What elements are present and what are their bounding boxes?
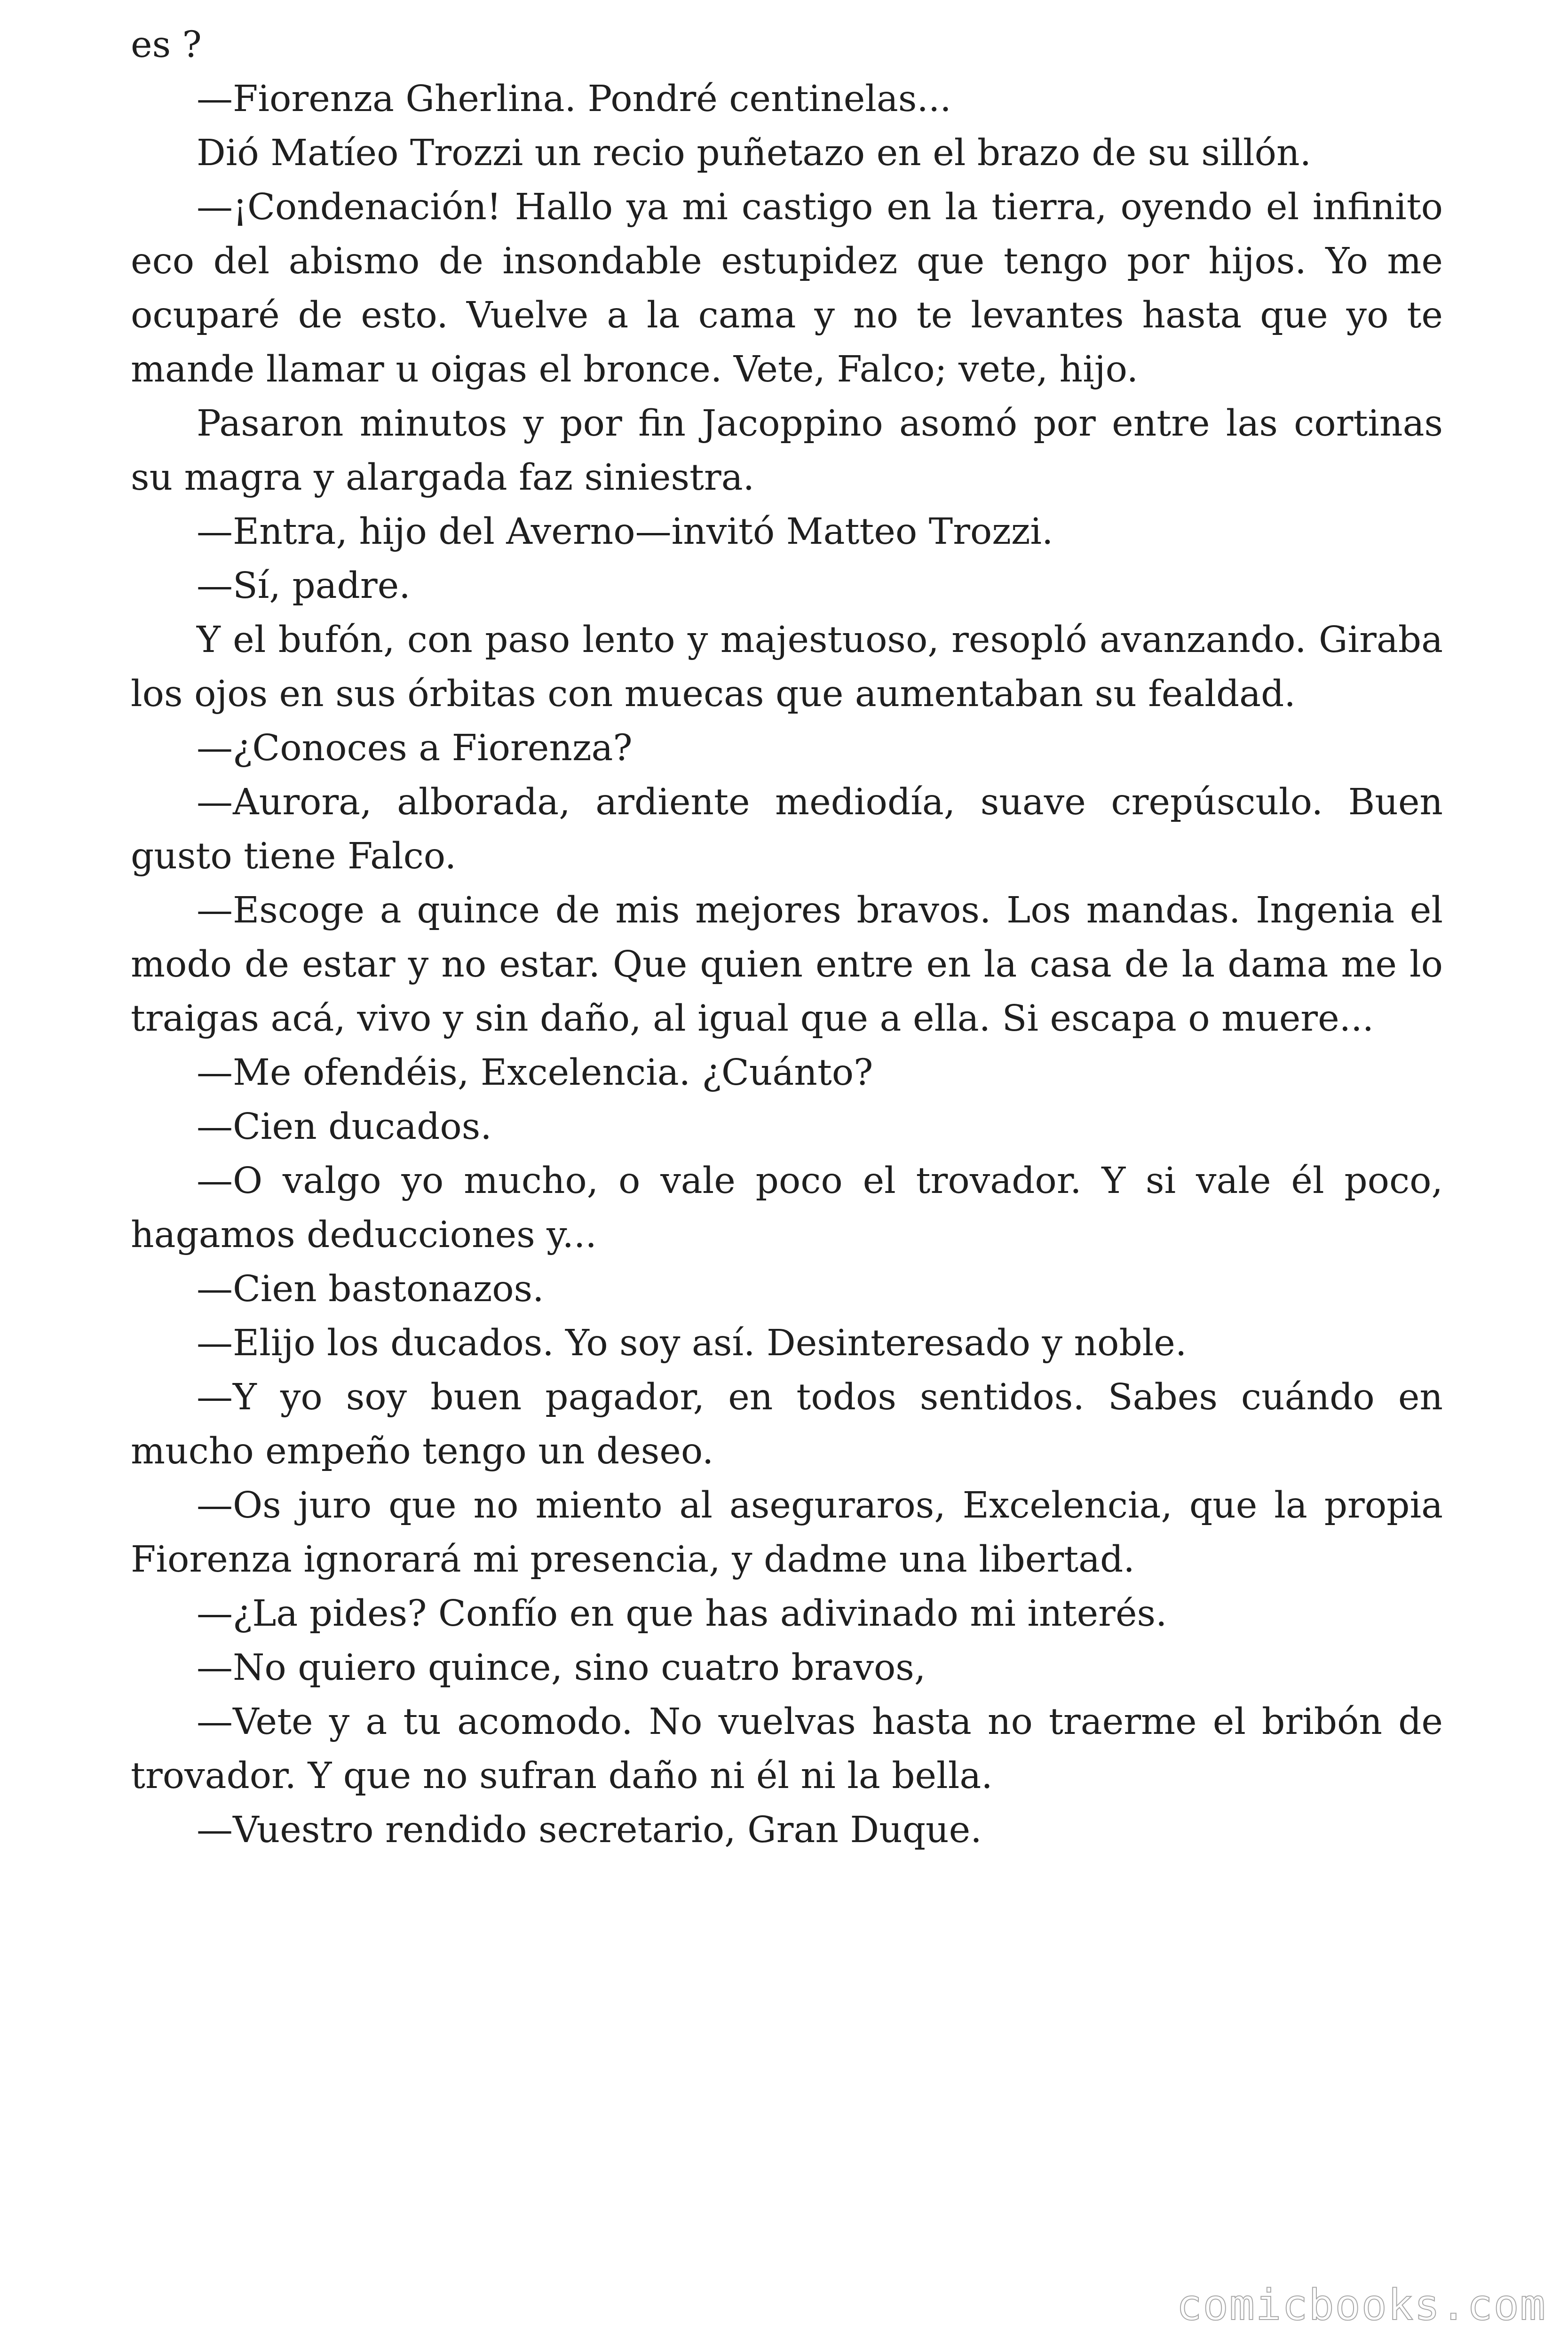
paragraph: es ?	[131, 24, 202, 66]
paragraph: Dió Matíeo Trozzi un recio puñetazo en el brazo de su sillón.	[197, 132, 1312, 174]
paragraph: —Me ofendéis, Excelencia. ¿Cuánto?	[197, 1052, 873, 1094]
paragraph: —¿Conoces a Fiorenza?	[197, 727, 633, 769]
paragraph: —Vuestro rendido secretario, Gran Duque.	[197, 1809, 982, 1851]
paragraph: —Aurora, alborada, ardiente mediodía, suave crepúsculo. Buen gusto tiene Falco.	[131, 781, 1443, 877]
paragraph: —Entra, hijo del Averno—invitó Matteo Trozzi.	[197, 511, 1053, 553]
paragraph: —Os juro que no miento al aseguraros, Excelencia, que la propia Fiorenza ignorará mi presencia, y dadme una libertad.	[131, 1485, 1443, 1581]
paragraph: Pasaron minutos y por fin Jacoppino asomó por entre las cortinas su magra y alargada faz siniestra.	[131, 403, 1443, 499]
paragraph: Y el bufón, con paso lento y majestuoso, resopló avanzando. Giraba los ojos en sus órbitas con muecas que aumentaban su fealdad.	[131, 619, 1443, 715]
paragraph: —Elijo los ducados. Yo soy así. Desinteresado y noble.	[197, 1322, 1187, 1364]
paragraph: —Vete y a tu acomodo. No vuelvas hasta no traerme el bribón de trovador. Y que no sufran daño ni él ni la bella.	[131, 1701, 1443, 1797]
paragraph: —No quiero quince, sino cuatro bravos,	[197, 1647, 926, 1689]
paragraph: —Cien bastonazos.	[197, 1268, 544, 1310]
watermark: comicbooks.com	[1176, 2280, 1546, 2330]
paragraph: —¿La pides? Confío en que has adivinado mi interés.	[197, 1593, 1167, 1635]
paragraph: —O valgo yo mucho, o vale poco el trovador. Y si vale él poco, hagamos deducciones y...	[131, 1160, 1443, 1256]
paragraph: —Y yo soy buen pagador, en todos sentidos. Sabes cuándo en mucho empeño tengo un deseo.	[131, 1376, 1443, 1472]
paragraph: —¡Condenación! Hallo ya mi castigo en la tierra, oyendo el infinito eco del abismo de insondable estupidez que tengo por hijos. Yo me ocuparé de esto. Vuelve a la cama y no te levantes hasta que yo te mande llamar u oigas el bronce. Vete, Falco; vete, hijo.	[131, 186, 1443, 390]
body-text	[131, 18, 1443, 1857]
paragraph: —Fiorenza Gherlina. Pondré centinelas...	[197, 78, 951, 120]
paragraph: —Escoge a quince de mis mejores bravos. Los mandas. Ingenia el modo de estar y no estar. Que quien entre en la casa de la dama me lo traigas acá, vivo y sin daño, al igual que a ella. Si escapa o muere...	[131, 890, 1443, 1040]
paragraph: —Cien ducados.	[197, 1106, 492, 1148]
paragraph: —Sí, padre.	[197, 565, 411, 607]
